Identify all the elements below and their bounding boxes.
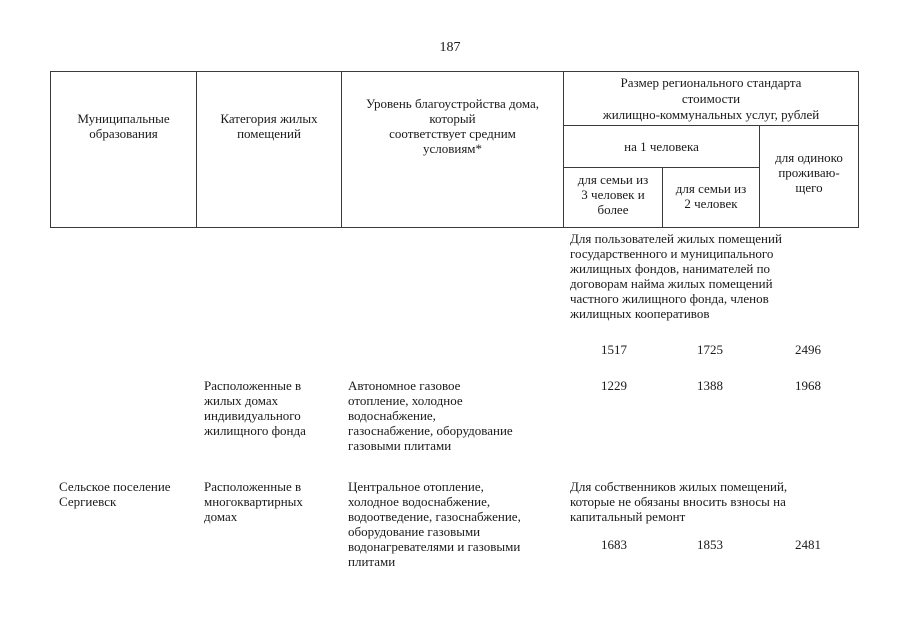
header-standard: Размер регионального стандарта стоимости жилищно-коммунальных услуг, рублей (602, 75, 820, 122)
municipality-sergievsk: Сельское поселение Сергиевск (59, 479, 171, 509)
header-per-person: на 1 человека (624, 139, 699, 154)
value-family2: 1388 (697, 378, 723, 393)
value-single: 2481 (795, 537, 821, 552)
block-owners-note: Для собственников жилых помещений, которые не обязаны вносить взносы на капитальный ремонт (570, 479, 788, 524)
category-individual-houses: Расположенные в жилых домах индивидуального жилищного фонда (204, 378, 306, 438)
table-border-right (858, 71, 859, 227)
page-number: 187 (439, 40, 461, 55)
value-family3: 1683 (601, 537, 627, 552)
header-family3: для семьи из 3 человек и более (577, 172, 649, 217)
level-central-heating: Центральное отопление, холодное водоснабжение, водоотведение, газоснабжение, оборудование газовыми водонагревателями и газовыми плитами (348, 479, 521, 569)
table-divider-col1 (196, 71, 197, 227)
table-border-bottom (50, 227, 859, 228)
header-family2: для семьи из 2 человек (675, 181, 747, 211)
value-single: 1968 (795, 378, 821, 393)
header-level: Уровень благоустройства дома, который соответствует средним условиям* (365, 96, 540, 156)
category-apartment-buildings: Расположенные в многоквартирных домах (204, 479, 303, 524)
table-divider-per-person (563, 167, 759, 168)
table-border-left (50, 71, 51, 227)
header-category: Категория жилых помещений (220, 111, 318, 141)
value-family3: 1517 (601, 342, 627, 357)
value-family2: 1853 (697, 537, 723, 552)
table-border-top (50, 71, 859, 72)
value-single: 2496 (795, 342, 821, 357)
header-single: для одиноко проживаю- щего (775, 150, 843, 195)
block-users-note: Для пользователей жилых помещений государственного и муниципального жилищных фондов, нанимателей по договорам найма жилых помещений частного жилищного фонда, членов жилищных кооперативов (570, 231, 782, 321)
header-municipality: Муниципальные образования (77, 111, 170, 141)
value-family3: 1229 (601, 378, 627, 393)
value-family2: 1725 (697, 342, 723, 357)
table-divider-standard (563, 125, 859, 126)
level-autonomous-gas: Автономное газовое отопление, холодное водоснабжение, газоснабжение, оборудование газовыми плитами (348, 378, 513, 453)
